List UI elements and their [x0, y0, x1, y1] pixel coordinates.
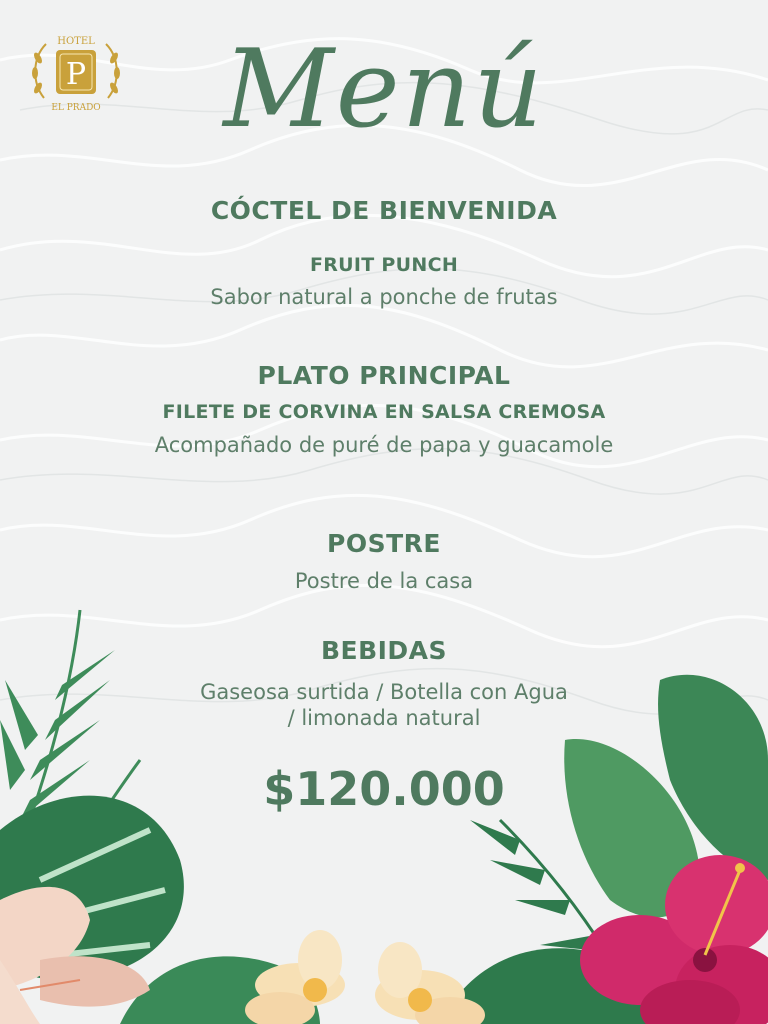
menu-price: $120.000	[263, 762, 505, 816]
main-item: FILETE DE CORVINA EN SALSA CREMOSA	[162, 401, 606, 423]
drinks-heading: BEBIDAS	[320, 636, 448, 665]
logo-letter: P	[65, 57, 87, 92]
menu-title: Menú	[223, 27, 545, 152]
dessert-heading: POSTRE	[327, 529, 441, 558]
main-desc: Acompañado de puré de papa y guacamole	[154, 433, 614, 457]
drinks-desc-line1: Gaseosa surtida / Botella con Agua	[200, 680, 568, 704]
logo-bottom-text: EL PRADO	[51, 103, 101, 113]
welcome-desc: Sabor natural a ponche de frutas	[210, 285, 558, 309]
dessert-desc: Postre de la casa	[294, 569, 474, 593]
drinks-desc-line2: / limonada natural	[287, 706, 481, 730]
tropical-leaves-decoration	[0, 600, 768, 1024]
welcome-item: FRUIT PUNCH	[309, 254, 459, 276]
main-heading: PLATO PRINCIPAL	[257, 361, 511, 390]
logo-top-text: HOTEL	[57, 36, 95, 47]
welcome-heading: CÓCTEL DE BIENVENIDA	[210, 196, 558, 225]
